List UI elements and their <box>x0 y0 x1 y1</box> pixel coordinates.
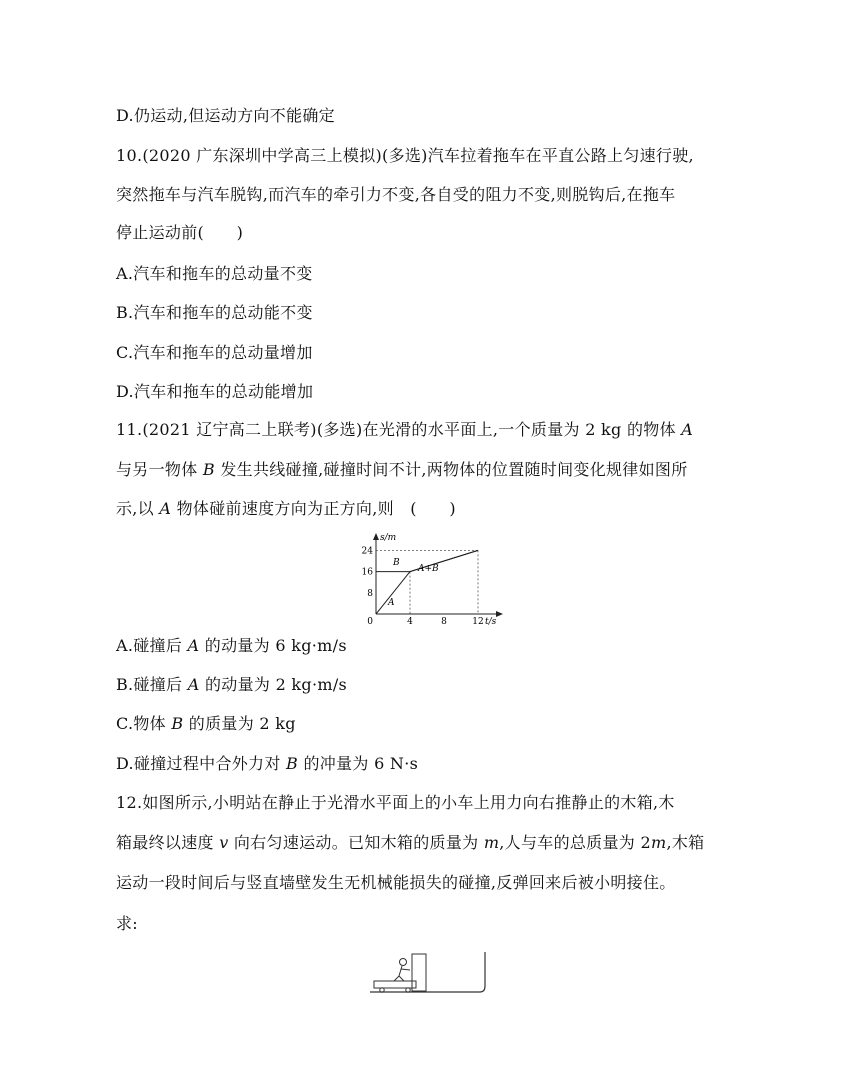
q10-option-a: A.汽车和拖车的总动量不变 <box>116 264 313 283</box>
person-head-icon <box>400 959 407 966</box>
q11-option-d <box>116 751 418 774</box>
q10-stem-line-3: 停止运动前( ) <box>116 223 244 242</box>
option-var: B <box>286 754 299 773</box>
q11-option-c <box>116 711 296 734</box>
x-tick-label: 0 <box>367 617 373 626</box>
cart-box-wall-figure <box>368 948 490 998</box>
option-text: D.碰撞过程中合外力对 <box>116 754 287 773</box>
q12-stem-line-3: 运动一段时间后与竖直墙壁发生无机械能损失的碰撞,反弹回来后被小明接住。 <box>116 873 676 892</box>
wooden-box <box>412 954 426 991</box>
option-text: 的动量为 6 kg·m/s <box>199 636 347 655</box>
x-tick-label: 12 <box>472 617 484 626</box>
q10-stem-line-1: 10.(2020 广东深圳中学高三上模拟)(多选)汽车拉着拖车在平直公路上匀速行驶, <box>116 146 694 165</box>
q11-var-a: A <box>159 499 172 518</box>
wall <box>480 952 485 992</box>
q12-stem-line-2 <box>116 830 704 853</box>
position-time-graph <box>340 532 510 626</box>
option-var: A <box>187 675 200 694</box>
q11-option-a <box>116 633 347 656</box>
q11-stem-text: 物体碰前速度方向为正方向,则 ( ) <box>171 499 456 518</box>
q12-var-v: v <box>219 833 229 852</box>
q11-stem-line-1 <box>116 417 693 440</box>
q12-text: ,木箱 <box>666 833 705 852</box>
option-text: A.碰撞后 <box>116 636 188 655</box>
y-axis-arrow-icon <box>373 533 379 540</box>
q12-text: ,人与车的总质量为 2 <box>499 833 651 852</box>
option-text: 的冲量为 6 N·s <box>298 754 419 773</box>
y-tick-label: 16 <box>361 567 373 578</box>
q11-option-b <box>116 672 347 695</box>
option-text: C.物体 <box>116 714 172 733</box>
y-tick-label: 8 <box>367 588 373 599</box>
q12-stem-line-1: 12.如图所示,小明站在静止于光滑水平面上的小车上用力向右推静止的木箱,木 <box>116 793 675 812</box>
option-text: B.碰撞后 <box>116 675 188 694</box>
option-var: A <box>187 636 200 655</box>
x-axis-label: t/s <box>485 617 497 626</box>
x-tick-label: 4 <box>407 617 413 626</box>
q11-stem-text: 发生共线碰撞,碰撞时间不计,两物体的位置随时间变化规律如图所 <box>214 460 688 479</box>
person-body-icon <box>394 966 410 981</box>
q11-stem-line-3 <box>116 496 456 519</box>
q10-option-c: C.汽车和拖车的总动量增加 <box>116 343 313 362</box>
q12-var-m: m <box>483 833 500 852</box>
y-tick-label: 24 <box>361 546 373 557</box>
q12-text: 向右匀速运动。已知木箱的质量为 <box>228 833 484 852</box>
q10-stem-line-2: 突然拖车与汽车脱钩,而汽车的牵引力不变,各自受的阻力不变,则脱钩后,在拖车 <box>116 185 676 204</box>
x-tick-label: 8 <box>441 617 447 626</box>
q11-var-a: A <box>681 420 694 439</box>
q11-stem-line-2 <box>116 457 688 480</box>
q11-stem-text: 示,以 <box>116 499 160 518</box>
q12-stem-line-4: 求: <box>116 914 138 933</box>
q11-stem-text: 11.(2021 辽宁高二上联考)(多选)在光滑的水平面上,一个质量为 2 kg 的物体 <box>116 420 682 439</box>
annotation-a: A <box>388 598 395 608</box>
option-var: B <box>171 714 184 733</box>
q12-text: 箱最终以速度 <box>116 833 220 852</box>
option-text: 的质量为 2 kg <box>183 714 296 733</box>
q12-var-m: m <box>650 833 667 852</box>
annotation-b: B <box>393 558 400 568</box>
q11-var-b: B <box>202 460 215 479</box>
annotation-a-plus-b: A+B <box>418 564 439 574</box>
q10-option-b: B.汽车和拖车的总动能不变 <box>116 303 313 322</box>
option-text: 的动量为 2 kg·m/s <box>199 675 348 694</box>
q11-stem-text: 与另一物体 <box>116 460 203 479</box>
y-axis-label: s/m <box>380 533 397 543</box>
x-axis-arrow-icon <box>496 611 503 617</box>
q9-option-d: D.仍运动,但运动方向不能确定 <box>116 106 335 125</box>
cart <box>374 981 416 988</box>
q10-option-d: D.汽车和拖车的总动能增加 <box>116 382 314 401</box>
